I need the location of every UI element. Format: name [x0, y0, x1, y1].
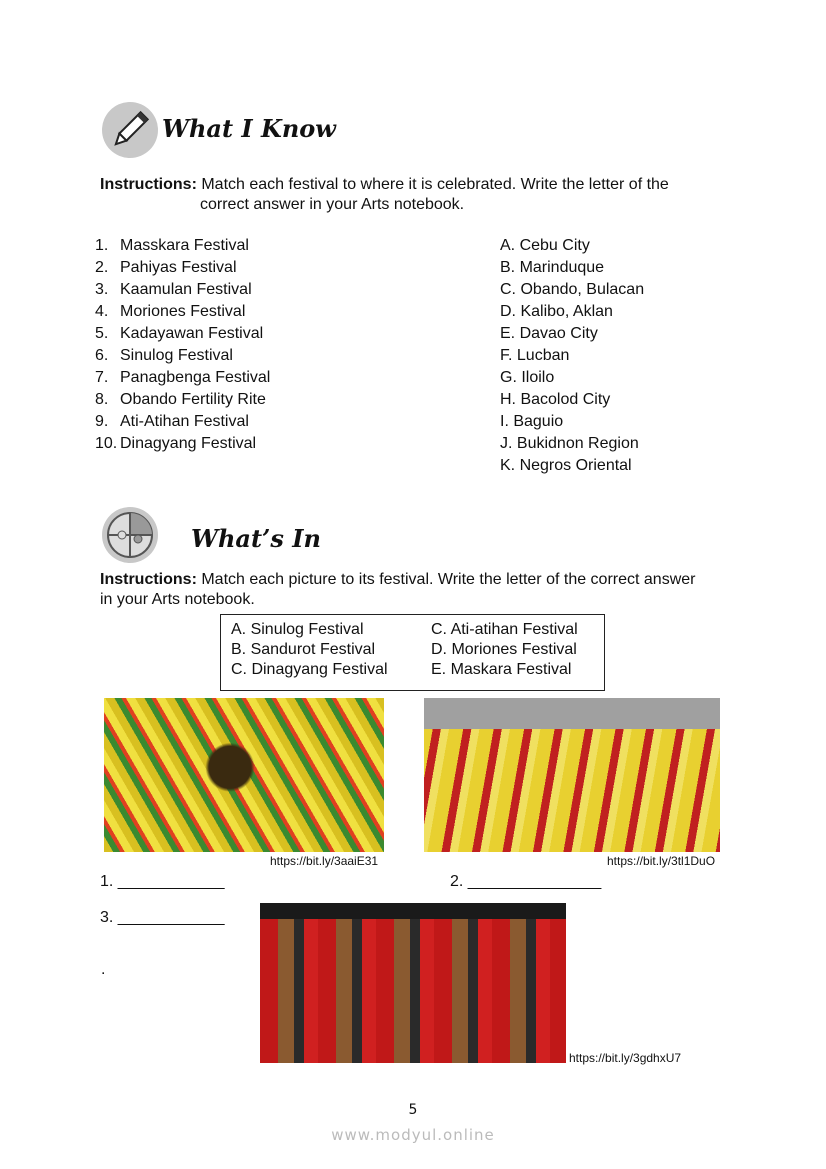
- place-item: [500, 257, 644, 279]
- festival-item: [95, 279, 270, 301]
- item-text: B. Marinduque: [500, 259, 605, 276]
- place-item: [500, 455, 644, 477]
- item-text: G. Iloilo: [500, 369, 555, 386]
- page-number: 5: [408, 1102, 418, 1118]
- item-number: 8.: [95, 391, 109, 408]
- festival-item: [95, 433, 270, 455]
- choice-item: [431, 640, 578, 660]
- item-text: Masskara Festival: [120, 237, 249, 254]
- photo-url-1[interactable]: https://bit.ly/3aaiE31: [270, 854, 379, 868]
- item-text: K. Negros Oriental: [500, 457, 632, 474]
- choice-item: [431, 660, 578, 680]
- instructions-what-i-know: [100, 175, 740, 215]
- item-text: Dinagyang Festival: [120, 435, 257, 452]
- item-text: C. Dinagyang Festival: [231, 661, 388, 678]
- item-text: Kadayawan Festival: [120, 325, 264, 342]
- place-item: [500, 411, 644, 433]
- item-text: A. Cebu City: [500, 237, 590, 254]
- item-text: F. Lucban: [500, 347, 570, 364]
- choice-item: [431, 620, 578, 640]
- place-item: [500, 345, 644, 367]
- festival-photo-3: [260, 903, 566, 1063]
- instructions-whats-in: [100, 570, 740, 610]
- answer-blank-1: 1. ____________: [100, 873, 225, 890]
- item-text: Panagbenga Festival: [120, 369, 271, 386]
- item-text: C. Obando, Bulacan: [500, 281, 645, 298]
- festival-photo-1: [104, 698, 384, 852]
- place-item: [500, 301, 644, 323]
- item-number: 5.: [95, 325, 109, 342]
- festival-item: [95, 323, 270, 345]
- item-text: Kaamulan Festival: [120, 281, 252, 298]
- item-text: I. Baguio: [500, 413, 564, 430]
- place-item: [500, 433, 644, 455]
- answer-blank-2: 2. _______________: [450, 873, 602, 890]
- festival-item: [95, 367, 270, 389]
- item-text: Moriones Festival: [120, 303, 246, 320]
- place-item: [500, 367, 644, 389]
- festival-photo-2: [424, 698, 720, 852]
- choice-item: [231, 660, 388, 680]
- instructions-text: Match each picture to its festival. Write the letter of the correct answer: [201, 571, 696, 588]
- place-item: [500, 235, 644, 257]
- item-number: 9.: [95, 413, 109, 430]
- item-number: 10.: [95, 435, 118, 452]
- choice-item: [231, 640, 388, 660]
- instructions-text: Match each festival to where it is celebrated. Write the letter of the: [201, 176, 669, 193]
- puzzle-icon: [102, 507, 158, 563]
- item-text: A. Sinulog Festival: [231, 621, 364, 638]
- festival-item: [95, 345, 270, 367]
- watermark: www.modyul.online: [331, 1126, 495, 1144]
- instructions-label: Instructions:: [100, 176, 197, 193]
- festival-item: [95, 411, 270, 433]
- stray-dot: .: [101, 961, 106, 978]
- answer-blank-3: 3. ____________: [100, 909, 225, 926]
- section-title-what-i-know: What I Know: [162, 114, 336, 143]
- item-text: C. Ati-atihan Festival: [431, 621, 578, 638]
- festival-item: [95, 389, 270, 411]
- pencil-icon: [102, 102, 158, 158]
- item-number: 3.: [95, 281, 109, 298]
- instructions-text: in your Arts notebook.: [100, 591, 255, 608]
- photo-url-3[interactable]: https://bit.ly/3gdhxU7: [569, 1051, 682, 1065]
- instructions-label: Instructions:: [100, 571, 197, 588]
- item-number: 7.: [95, 369, 109, 386]
- item-number: 1.: [95, 237, 109, 254]
- place-item: [500, 279, 644, 301]
- item-number: 4.: [95, 303, 109, 320]
- item-text: Sinulog Festival: [120, 347, 233, 364]
- item-text: Obando Fertility Rite: [120, 391, 266, 408]
- festival-list: [95, 235, 270, 455]
- festival-item: [95, 235, 270, 257]
- festival-item: [95, 301, 270, 323]
- festival-item: [95, 257, 270, 279]
- item-text: D. Moriones Festival: [431, 641, 577, 658]
- choices-box: [220, 614, 605, 691]
- item-text: Pahiyas Festival: [120, 259, 237, 276]
- photo-url-2[interactable]: https://bit.ly/3tl1DuO: [607, 854, 716, 868]
- item-number: 2.: [95, 259, 109, 276]
- item-number: 6.: [95, 347, 109, 364]
- item-text: H. Bacolod City: [500, 391, 611, 408]
- item-text: J. Bukidnon Region: [500, 435, 639, 452]
- item-text: B. Sandurot Festival: [231, 641, 376, 658]
- item-text: E. Maskara Festival: [431, 661, 572, 678]
- section-title-whats-in: What’s In: [191, 524, 321, 553]
- item-text: Ati-Atihan Festival: [120, 413, 249, 430]
- place-item: [500, 389, 644, 411]
- item-text: E. Davao City: [500, 325, 598, 342]
- place-list: [500, 235, 644, 477]
- choice-item: [231, 620, 388, 640]
- place-item: [500, 323, 644, 345]
- instructions-text: correct answer in your Arts notebook.: [200, 196, 465, 213]
- item-text: D. Kalibo, Aklan: [500, 303, 613, 320]
